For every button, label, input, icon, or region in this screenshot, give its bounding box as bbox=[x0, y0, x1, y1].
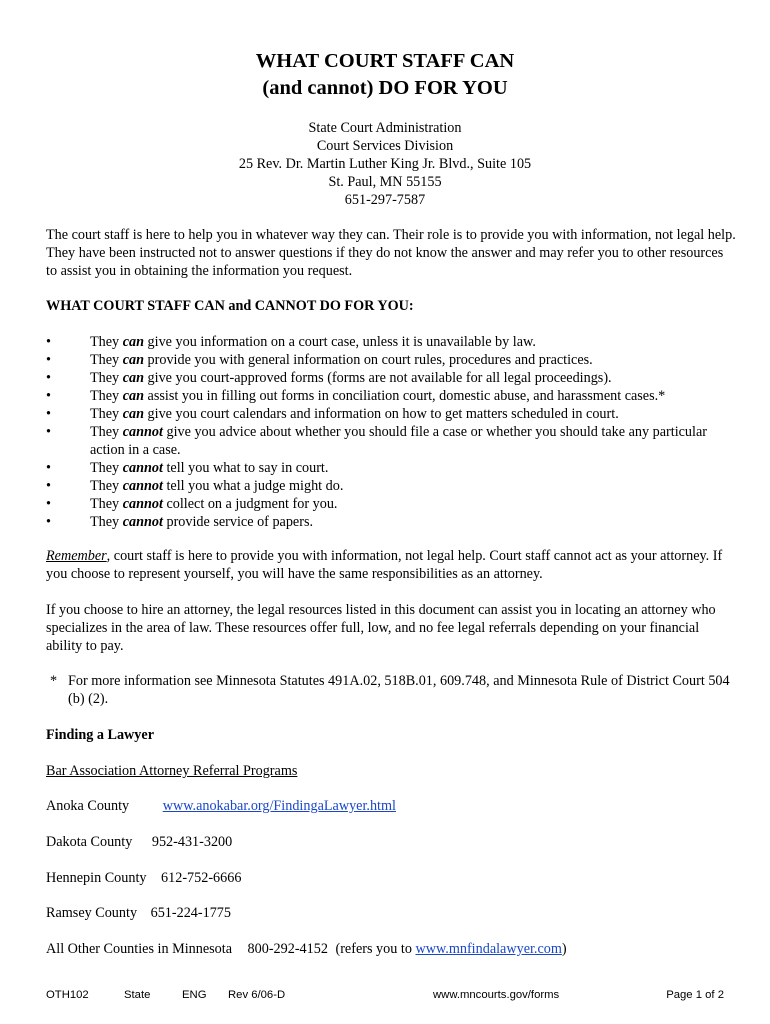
bullet-emphasis: cannot bbox=[122, 478, 163, 494]
bullet-emphasis: can bbox=[122, 388, 144, 404]
bullet-emphasis: cannot bbox=[122, 460, 163, 476]
bullet-emphasis: cannot bbox=[122, 424, 163, 440]
bullet-lead: They bbox=[90, 514, 123, 530]
county-name: Anoka County bbox=[46, 798, 130, 814]
bullet-icon: • bbox=[46, 334, 51, 350]
list-item bbox=[46, 387, 726, 405]
bullet-lead: They bbox=[90, 370, 123, 386]
intro-paragraph: The court staff is here to help you in whatever way they can. Their role is to provide you with information, not legal help. They have been instructed not to answer questions if they do not know the answer and may refer you to other resources to assist you in obtaining the information you request. bbox=[46, 227, 736, 279]
bullet-lead: They bbox=[90, 496, 123, 512]
county-phone: 651-224-1775 bbox=[150, 905, 231, 921]
county-row-dakota bbox=[46, 833, 232, 851]
list-item bbox=[46, 351, 726, 369]
county-row-anoka bbox=[46, 797, 396, 815]
document-title-line2: (and cannot) DO FOR YOU bbox=[262, 77, 508, 99]
county-name: Hennepin County bbox=[46, 870, 147, 886]
remember-text: , court staff is here to provide you with information, not legal help. Court staff cannot act as your attorney. If you choose to represent yourself, you will have the same responsibilities as an attorney. bbox=[46, 548, 723, 582]
bullet-lead: They bbox=[90, 460, 123, 476]
bullet-emphasis: can bbox=[122, 334, 144, 350]
list-item bbox=[46, 333, 726, 351]
bullet-text: collect on a judgment for you. bbox=[162, 496, 338, 512]
bullet-icon: • bbox=[46, 514, 51, 530]
bullet-emphasis: can bbox=[122, 370, 144, 386]
bullet-emphasis: can bbox=[122, 406, 144, 422]
asterisk-icon: * bbox=[50, 673, 58, 689]
bullet-text: assist you in filling out forms in conciliation court, domestic abuse, and harassment cases.* bbox=[143, 388, 666, 404]
address-city: St. Paul, MN 55155 bbox=[328, 174, 442, 190]
list-item bbox=[46, 495, 726, 513]
statute-note bbox=[46, 672, 736, 708]
bullet-text: give you court calendars and information on how to get matters scheduled in court. bbox=[143, 406, 619, 422]
bullet-text: provide you with general information on court rules, procedures and practices. bbox=[143, 352, 593, 368]
county-phone: 952-431-3200 bbox=[151, 834, 233, 850]
page-number: Page 1 of 2 bbox=[666, 989, 724, 1001]
county-phone: 800-292-4152 bbox=[247, 941, 328, 957]
bullet-icon: • bbox=[46, 496, 51, 512]
bullet-lead: They bbox=[90, 478, 123, 494]
form-code: OTH102 bbox=[46, 989, 89, 1001]
bullet-text: give you advice about whether you should file a case or whether you should take any particular action in a case. bbox=[90, 424, 707, 458]
bullet-emphasis: cannot bbox=[122, 496, 163, 512]
list-item bbox=[46, 477, 726, 495]
county-row-hennepin bbox=[46, 869, 241, 887]
bullet-lead: They bbox=[90, 388, 123, 404]
bullet-emphasis: cannot bbox=[122, 514, 163, 530]
county-row-other bbox=[46, 940, 567, 958]
address-org: State Court Administration bbox=[308, 120, 462, 136]
bullet-lead: They bbox=[90, 352, 123, 368]
referral-post: ) bbox=[561, 941, 567, 957]
list-item bbox=[46, 405, 726, 423]
bar-referral-heading: Bar Association Attorney Referral Programs bbox=[46, 763, 298, 779]
bullet-icon: • bbox=[46, 478, 51, 494]
staff-abilities-list bbox=[46, 333, 726, 531]
bullet-lead: They bbox=[90, 424, 123, 440]
hire-paragraph: If you choose to hire an attorney, the legal resources listed in this document can assist you in locating an attorney who specializes in the area of law. These resources offer full, low, and no fee legal referrals depending on your financial ability to pay. bbox=[46, 602, 716, 654]
statute-note-text: For more information see Minnesota Statutes 491A.02, 518B.01, 609.748, and Minnesota Rule of District Court 504 (b) (2). bbox=[68, 673, 730, 707]
bullet-icon: • bbox=[46, 460, 51, 476]
address-block bbox=[0, 119, 770, 209]
anoka-bar-link[interactable]: www.anokabar.org/FindingaLawyer.html bbox=[162, 798, 396, 814]
bullet-icon: • bbox=[46, 406, 51, 422]
bullet-emphasis: can bbox=[122, 352, 144, 368]
footer-state: State bbox=[124, 989, 151, 1001]
finding-lawyer-heading: Finding a Lawyer bbox=[46, 727, 154, 743]
county-name: Dakota County bbox=[46, 834, 133, 850]
bullet-icon: • bbox=[46, 424, 51, 440]
bullet-lead: They bbox=[90, 334, 123, 350]
bullet-text: give you information on a court case, unless it is unavailable by law. bbox=[143, 334, 536, 350]
bullet-icon: • bbox=[46, 370, 51, 386]
county-row-ramsey bbox=[46, 904, 231, 922]
county-phone: 612-752-6666 bbox=[161, 870, 242, 886]
address-street: 25 Rev. Dr. Martin Luther King Jr. Blvd., Suite 105 bbox=[238, 156, 532, 172]
county-name: Ramsey County bbox=[46, 905, 138, 921]
footer-language: ENG bbox=[182, 989, 207, 1001]
section-heading: WHAT COURT STAFF CAN and CANNOT DO FOR YOU: bbox=[46, 298, 414, 314]
remember-paragraph bbox=[46, 547, 736, 583]
county-name: All Other Counties in Minnesota bbox=[46, 941, 232, 957]
footer-revision: Rev 6/06-D bbox=[228, 989, 286, 1001]
address-division: Court Services Division bbox=[316, 138, 454, 154]
list-item bbox=[46, 423, 726, 459]
bullet-text: tell you what a judge might do. bbox=[162, 478, 344, 494]
referral-pre: (refers you to bbox=[335, 941, 416, 957]
list-item bbox=[46, 369, 726, 387]
bullet-icon: • bbox=[46, 352, 51, 368]
list-item bbox=[46, 459, 726, 477]
bullet-icon: • bbox=[46, 388, 51, 404]
list-item bbox=[46, 513, 726, 531]
document-title-line1: WHAT COURT STAFF CAN bbox=[255, 50, 515, 72]
bullet-lead: They bbox=[90, 406, 123, 422]
address-phone: 651-297-7587 bbox=[344, 192, 426, 208]
footer-url: www.mncourts.gov/forms bbox=[433, 989, 560, 1001]
bullet-text: give you court-approved forms (forms are not available for all legal proceedings). bbox=[143, 370, 612, 386]
mnfindalawyer-link[interactable]: www.mnfindalawyer.com bbox=[415, 941, 562, 957]
bullet-text: provide service of papers. bbox=[162, 514, 314, 530]
remember-word: Remember bbox=[46, 548, 107, 564]
page-footer bbox=[0, 987, 770, 1003]
bullet-text: tell you what to say in court. bbox=[162, 460, 329, 476]
